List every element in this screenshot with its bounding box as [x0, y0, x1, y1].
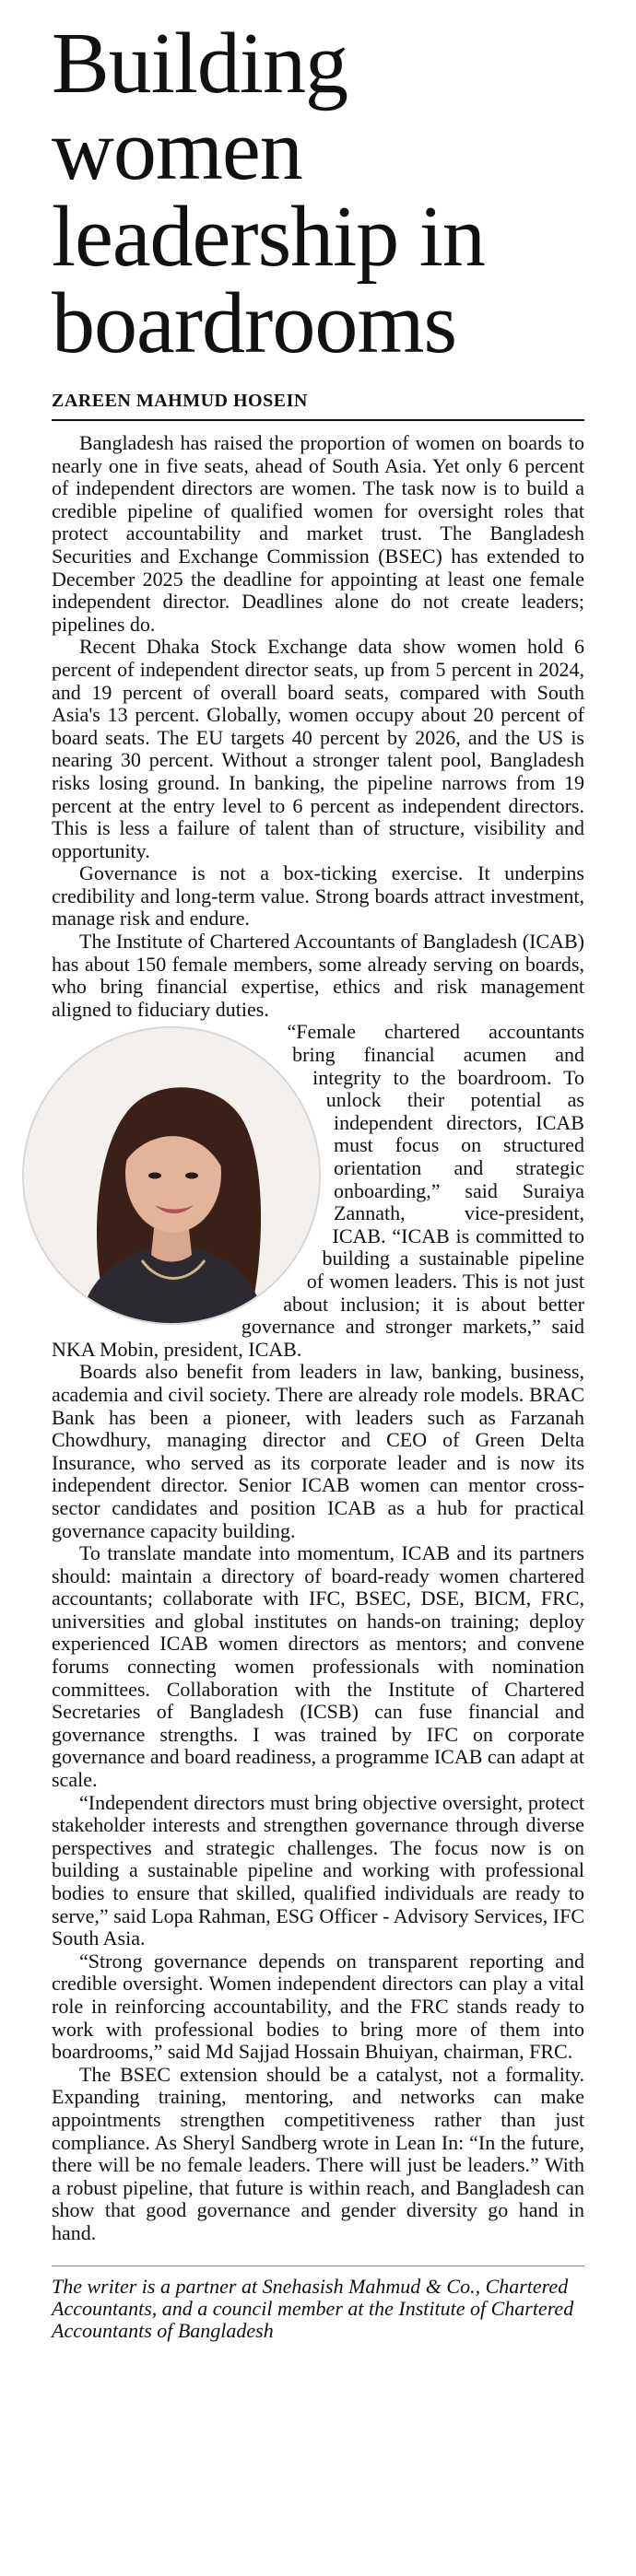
author-footnote: The writer is a partner at Snehasish Mahmud & Co., Chartered Accountants, and a council member at the Institute of Chartered Accountants of Bangladesh: [52, 2266, 584, 2342]
paragraph: To translate mandate into momentum, ICAB and its partners should: maintain a directory of board-ready women chartered accountants; collaborate with IFC, BSEC, DSE, BICM, FRC, universities and global institutes on hands-on training; deploy experienced ICAB women directors as mentors; and convene forums connecting women professionals with nomination committees. Collaboration with the Institute of Chartered Secretaries of Bangladesh (ICSB) can fuse financial and governance strengths. I was trained by IFC on corporate governance and board readiness, a programme ICAB can adapt at scale.: [52, 1541, 584, 1792]
article-page: [0, 16, 636, 2576]
paragraph: “Independent directors must bring objective oversight, protect stakeholder interests and strengthen governance through diverse perspectives and strategic challenges. The focus now is on building a sustainable pipeline and working with professional bodies to ensure that skilled, qualified individuals are ready to serve,” said Lopa Rahman, ESG Officer - Advisory Services, IFC South Asia.: [52, 1790, 584, 1950]
byline: ZAREEN MAHMUD HOSEIN: [52, 391, 308, 411]
paragraph: The Institute of Chartered Accountants of Bangladesh (ICAB) has about 150 female members, some already serving on boards, who bring financial expertise, ethics and risk management aligned to fiduciary duties.: [52, 930, 584, 1021]
paragraph: The BSEC extension should be a catalyst, not a formality. Expanding training, mentoring, and networks can make appointments strengthen competitiveness rather than just compliance. As Sheryl Sandberg wrote in Lean In: “In the future, there will be no female leaders. There will just be leaders.” With a robust pipeline, that future is within reach, and Bangladesh can show that good governance and gender diversity go hand in hand.: [52, 2062, 584, 2244]
paragraph: “Female chartered accountants bring financial acumen and integrity to the boardroom. To unlock their potential as independent directors, ICAB must focus on structured orientation and strategic onboarding,” said Suraiya Zannath, vice-president, ICAB. “ICAB is committed to building a sustainable pipeline of women leaders. This is not just about inclusion; it is about better governance and stronger markets,” said NKA Mobin, president, ICAB.: [52, 1020, 584, 1361]
portrait-eye-left: [148, 1173, 161, 1179]
headline: Building women leadership in boardrooms: [52, 16, 485, 371]
paragraph: Boards also benefit from leaders in law, banking, business, academia and civil society. There are already role models. BRAC Bank has been a pioneer, with leaders such as Farzanah Chowdhury, managing director and CEO of Green Delta Insurance, who served as its corporate leader and is now its independent director. Senior ICAB women can mentor cross-sector candidates and position ICAB as a hub for practical governance capacity building.: [52, 1360, 584, 1542]
byline-divider: [52, 419, 584, 421]
paragraph: “Strong governance depends on transparent reporting and credible oversight. Women independent directors can play a vital role in reinforcing accountability, and the FRC stands ready to work with professional bodies to bring more of them into boardrooms,” said Md Sajjad Hossain Bhuiyan, chairman, FRC.: [52, 1949, 584, 2064]
paragraph: Recent Dhaka Stock Exchange data show women hold 6 percent of independent director seats, up from 5 percent in 2024, and 19 percent of overall board seats, compared with South Asia's 13 percent. Globally, women occupy about 20 percent of board seats. The EU targets 40 percent by 2026, and the US is nearing 30 percent. Without a stronger talent pool, Bangladesh risks losing ground. In banking, the pipeline narrows from 19 percent at the entry level to 6 percent as independent directors. This is less a failure of talent than of structure, visibility and opportunity.: [52, 635, 584, 862]
paragraph: Governance is not a box-ticking exercise. It underpins credibility and long-term value. Strong boards attract investment, manage risk and endure.: [52, 861, 584, 931]
paragraph: Bangladesh has raised the proportion of women on boards to nearly one in five seats, ahead of South Asia. Yet only 6 percent of independent directors are women. The task now is to build a credible pipeline of qualified women for oversight roles that protect accountability and market trust. The Bangladesh Securities and Exchange Commission (BSEC) has extended to December 2025 the deadline for appointing at least one female independent director. Deadlines alone do not create leaders; pipelines do.: [52, 431, 584, 636]
portrait-eye-right: [185, 1173, 198, 1179]
author-portrait-icon: [22, 1026, 321, 1325]
article-body: [52, 432, 584, 2245]
